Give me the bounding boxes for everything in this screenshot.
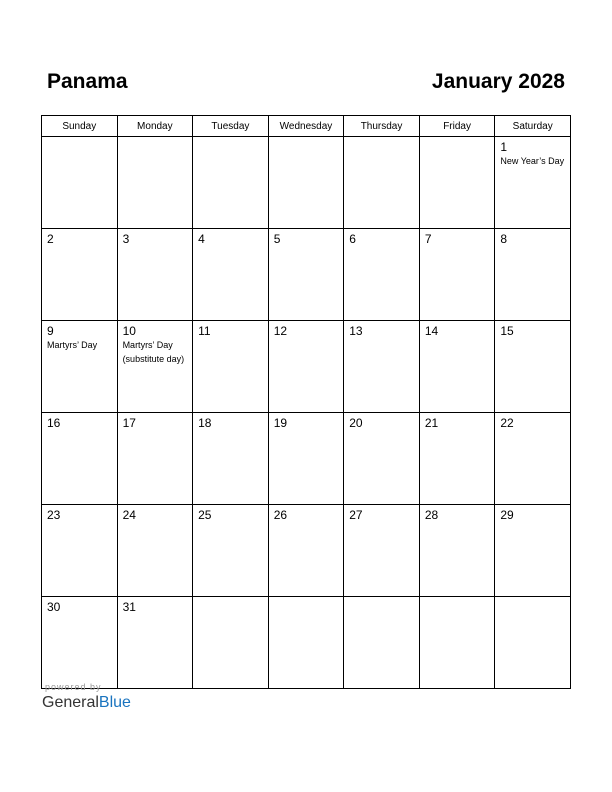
- day-cell: [344, 321, 420, 413]
- weekday-monday: Monday: [117, 116, 193, 137]
- weekday-header-row: [42, 116, 571, 137]
- day-number: 25: [198, 508, 212, 522]
- weekday-sunday: Sunday: [42, 116, 118, 137]
- day-cell: [193, 137, 269, 229]
- day-cell: [193, 505, 269, 597]
- day-cell: [42, 505, 118, 597]
- day-cell: [419, 413, 495, 505]
- weekday-saturday: Saturday: [495, 116, 571, 137]
- day-cell: [42, 413, 118, 505]
- day-number: 12: [273, 324, 288, 338]
- day-number: 9: [47, 324, 54, 338]
- day-cell: [268, 505, 344, 597]
- day-cell: [193, 229, 269, 321]
- day-cell: [42, 321, 118, 413]
- day-cell: [344, 229, 420, 321]
- weekday-thursday: Thursday: [344, 116, 420, 137]
- holiday-label: Martyrs’ Day: [47, 340, 98, 350]
- day-number: 15: [500, 324, 514, 338]
- weekday-wednesday: Wednesday: [268, 116, 344, 137]
- day-number: 3: [122, 232, 130, 246]
- day-cell: [268, 229, 344, 321]
- day-number: 7: [424, 232, 432, 246]
- day-number: 16: [47, 416, 61, 430]
- day-cell: [344, 137, 420, 229]
- week-row: [42, 505, 571, 597]
- day-cell: [268, 413, 344, 505]
- day-cell: [495, 229, 571, 321]
- day-number: 11: [198, 324, 211, 338]
- day-cell: [268, 321, 344, 413]
- day-number: 26: [273, 508, 288, 522]
- day-number: 24: [122, 508, 136, 522]
- day-number: 18: [198, 416, 212, 430]
- holiday-label: Martyrs’ Day (substitute day): [122, 340, 185, 364]
- day-number: 20: [349, 416, 363, 430]
- day-number: 17: [122, 416, 136, 430]
- weekday-tuesday: Tuesday: [193, 116, 269, 137]
- day-number: 22: [500, 416, 514, 430]
- day-number: 29: [500, 508, 514, 522]
- day-number: 2: [47, 232, 54, 246]
- day-cell: [42, 597, 118, 689]
- day-cell: [268, 137, 344, 229]
- day-cell: [117, 137, 193, 229]
- brand-general-text: General: [42, 694, 99, 711]
- day-cell: [117, 597, 193, 689]
- day-cell: [495, 505, 571, 597]
- day-cell: [495, 137, 571, 229]
- day-number: 19: [273, 416, 288, 430]
- day-cell: [117, 413, 193, 505]
- weekday-header: [42, 116, 571, 137]
- day-cell: [117, 229, 193, 321]
- day-number: 21: [424, 416, 439, 430]
- day-number: 4: [198, 232, 205, 246]
- day-cell: [344, 597, 420, 689]
- day-number: 6: [349, 232, 356, 246]
- weekday-friday: Friday: [419, 116, 495, 137]
- week-row: [42, 413, 571, 505]
- day-cell: [495, 321, 571, 413]
- day-cell: [268, 597, 344, 689]
- day-cell: [193, 321, 269, 413]
- generalblue-logo[interactable]: [42, 694, 131, 712]
- day-number: 23: [47, 508, 61, 522]
- brand-blue-text: Blue: [98, 694, 131, 711]
- day-number: 1: [500, 140, 508, 154]
- day-number: 27: [349, 508, 363, 522]
- day-cell: [419, 229, 495, 321]
- day-cell: [193, 597, 269, 689]
- day-cell: [419, 505, 495, 597]
- day-cell: [495, 413, 571, 505]
- day-cell: [344, 505, 420, 597]
- day-cell: [495, 597, 571, 689]
- calendar-grid: [41, 115, 571, 689]
- day-number: 10: [122, 324, 136, 338]
- holiday-label: New Year’s Day: [500, 156, 565, 166]
- week-row: [42, 321, 571, 413]
- day-number: 31: [122, 600, 136, 614]
- month-title: January 2028: [431, 70, 565, 93]
- day-cell: [419, 597, 495, 689]
- country-title: Panama: [47, 70, 128, 93]
- day-cell: [193, 413, 269, 505]
- powered-by-label: powered by: [45, 682, 102, 692]
- day-number: 13: [349, 324, 363, 338]
- day-cell: [117, 321, 193, 413]
- day-number: 14: [424, 324, 439, 338]
- day-cell: [117, 505, 193, 597]
- day-cell: [419, 137, 495, 229]
- day-cell: [344, 413, 420, 505]
- day-number: 5: [273, 232, 281, 246]
- week-row: [42, 229, 571, 321]
- week-row: [42, 137, 571, 229]
- day-number: 28: [424, 508, 439, 522]
- day-number: 30: [47, 600, 61, 614]
- day-cell: [419, 321, 495, 413]
- day-cell: [42, 137, 118, 229]
- week-row: [42, 597, 571, 689]
- day-cell: [42, 229, 118, 321]
- day-number: 8: [500, 232, 508, 246]
